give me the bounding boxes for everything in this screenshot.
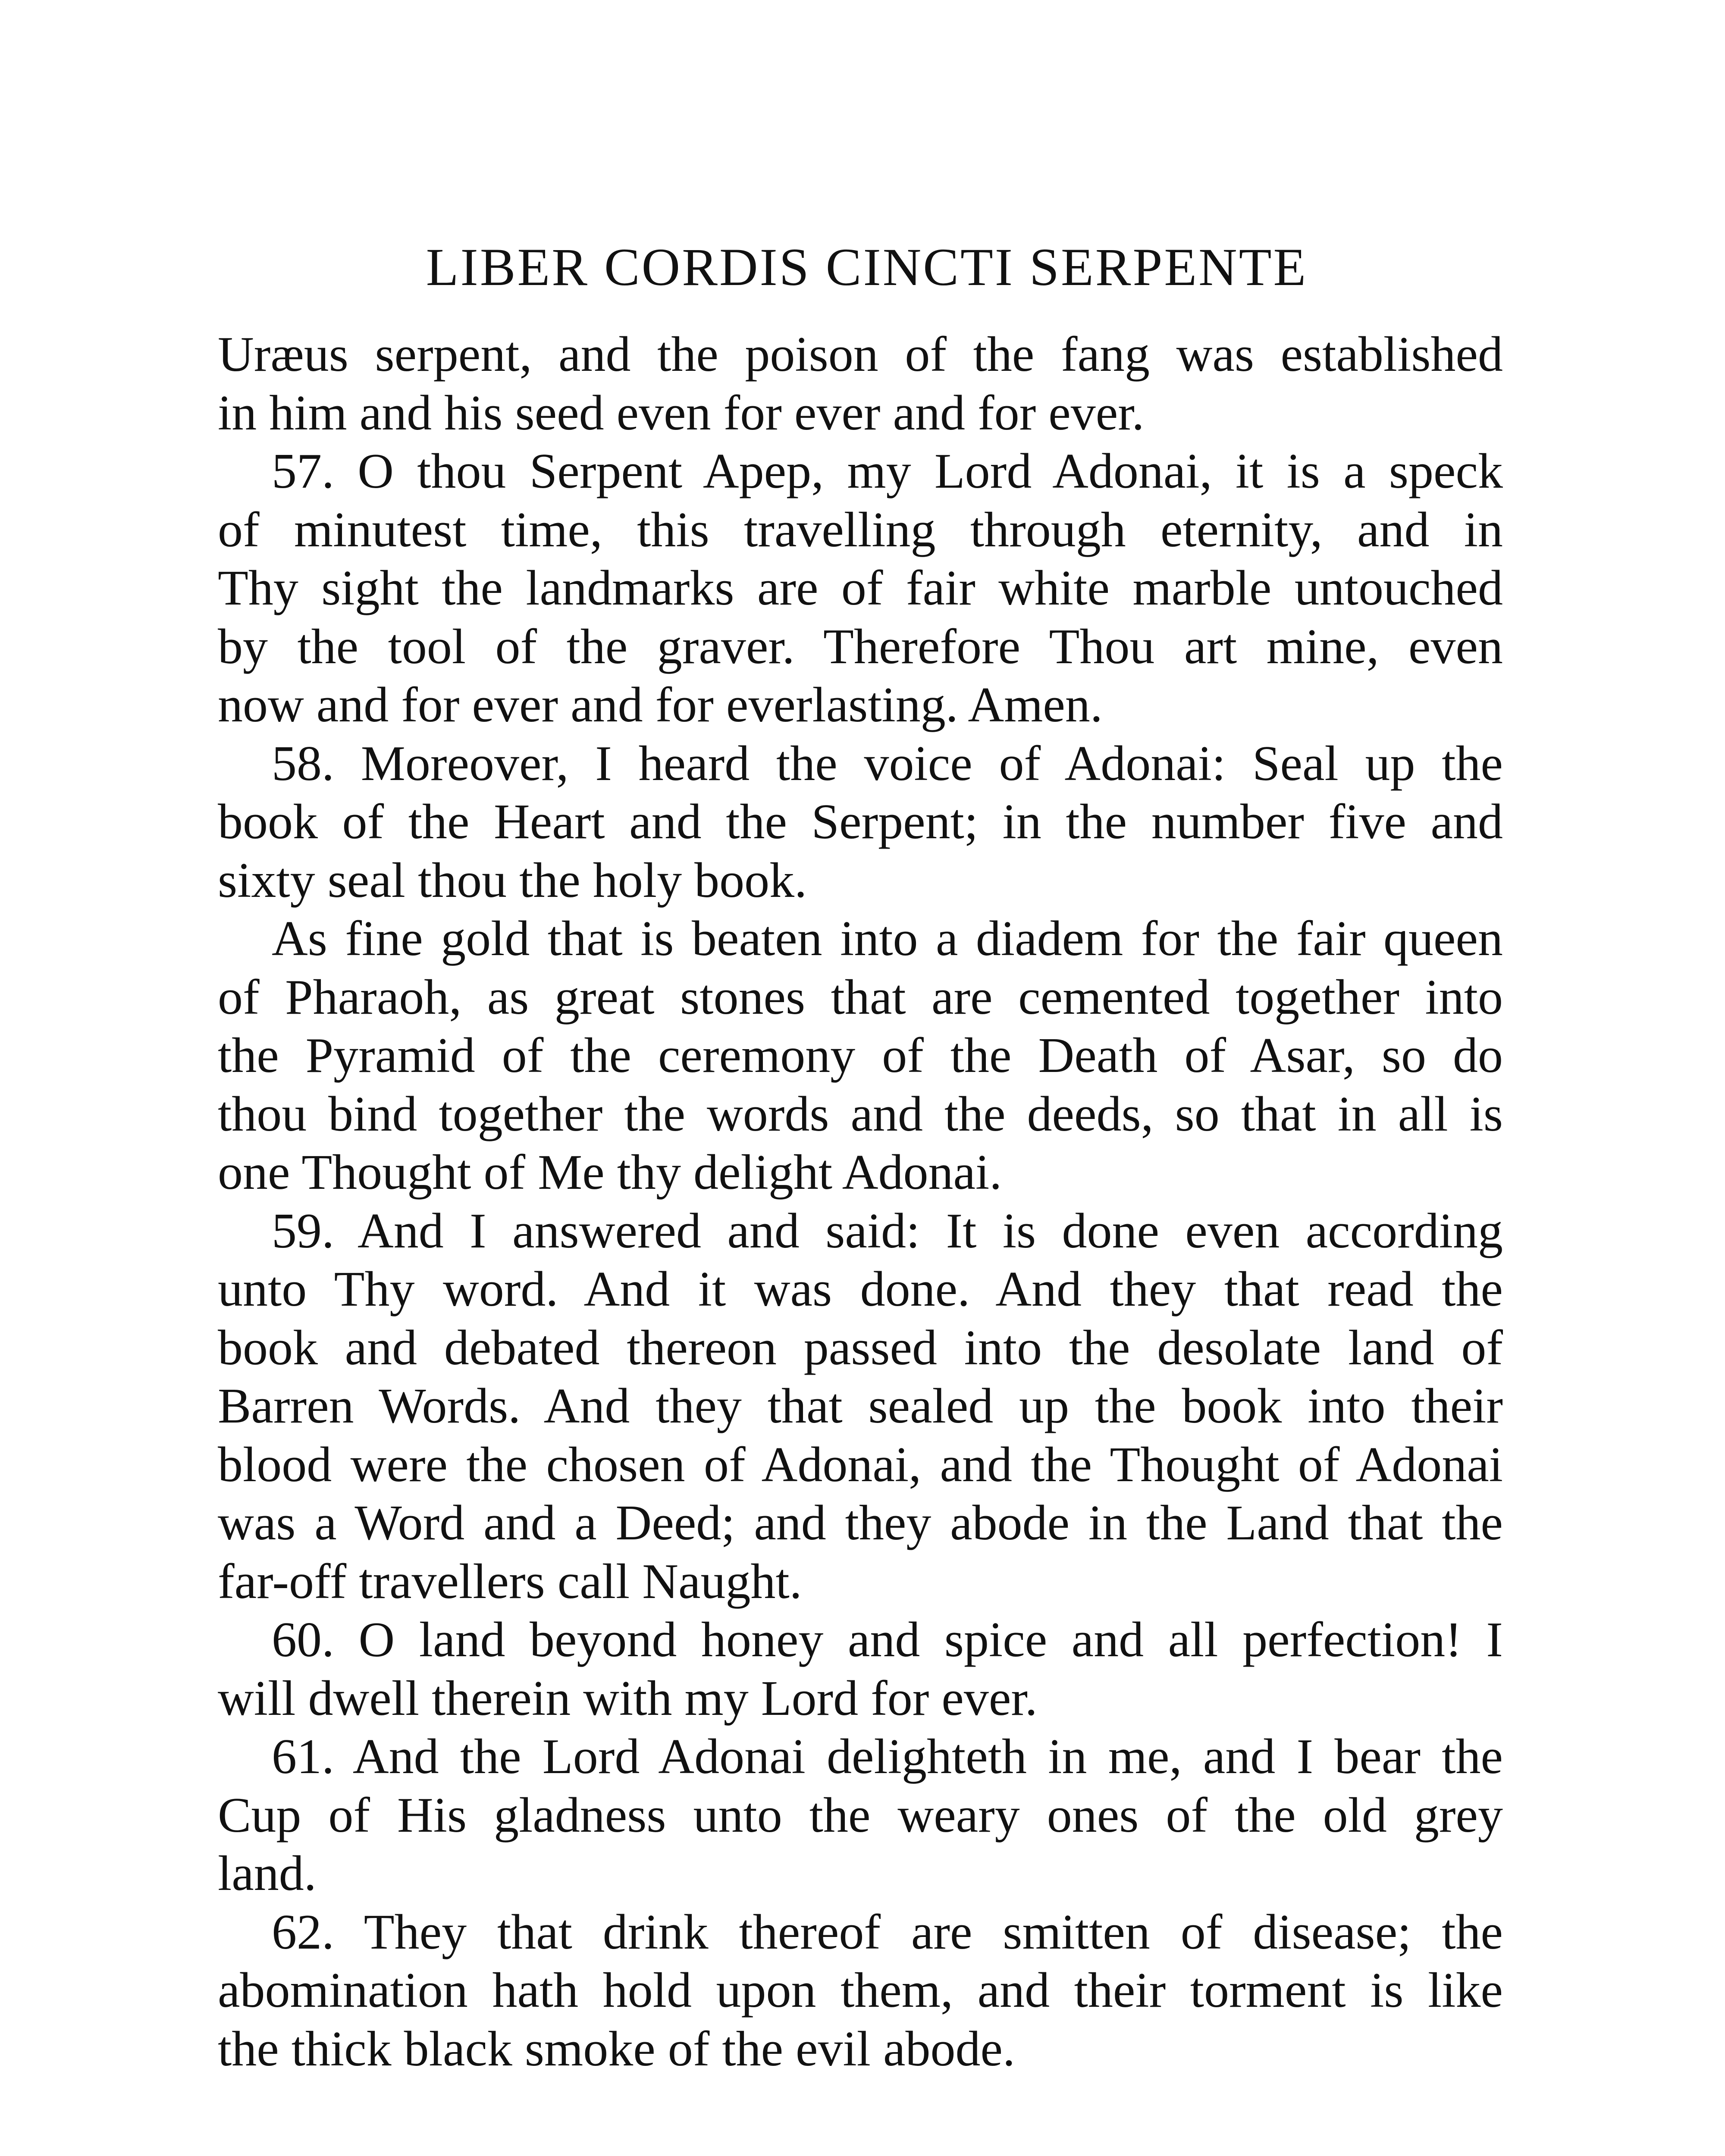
- text-line: unto Thy word. And it was done. And they that read the: [218, 1262, 1503, 1317]
- text-line: 57. O thou Serpent Apep, my Lord Adonai, it is a speck: [272, 444, 1503, 499]
- verse-60: [218, 1611, 1503, 1728]
- text-line: sixty seal thou the holy book.: [218, 852, 807, 908]
- text-line: in him and his seed even for ever and for ever.: [218, 385, 1145, 441]
- text-line: thou bind together the words and the deeds, so that in all is: [218, 1086, 1503, 1142]
- text-line: one Thought of Me thy delight Adonai.: [218, 1145, 1002, 1200]
- text-line: 58. Moreover, I heard the voice of Adonai: Seal up the: [272, 736, 1503, 791]
- text-line: the thick black smoke of the evil abode.: [218, 2021, 1015, 2077]
- text-line: far-off travellers call Naught.: [218, 1554, 802, 1609]
- text-line: of Pharaoh, as great stones that are cemented together into: [218, 969, 1503, 1025]
- verse-58-continuation: [218, 910, 1503, 1202]
- text-line: As fine gold that is beaten into a diadem for the fair queen: [272, 911, 1503, 966]
- text-line: the Pyramid of the ceremony of the Death of Asar, so do: [218, 1028, 1503, 1083]
- text-line: blood were the chosen of Adonai, and the Thought of Adonai: [218, 1437, 1503, 1492]
- text-line: by the tool of the graver. Therefore Thou art mine, even: [218, 619, 1503, 674]
- text-line: 60. O land beyond honey and spice and all perfection! I: [272, 1612, 1503, 1667]
- text-line: Thy sight the landmarks are of fair white marble untouched: [218, 561, 1503, 616]
- verse-57: [218, 442, 1503, 735]
- verse-58: [218, 735, 1503, 910]
- text-line: will dwell therein with my Lord for ever.: [218, 1670, 1038, 1726]
- paragraph-continuation: [218, 326, 1503, 442]
- verse-61: [218, 1728, 1503, 1903]
- text-line: Barren Words. And they that sealed up the book into their: [218, 1379, 1503, 1434]
- text-line: 62. They that drink thereof are smitten of disease; the: [272, 1904, 1503, 1960]
- text-line: now and for ever and for everlasting. Amen.: [218, 677, 1103, 733]
- body-text: [218, 326, 1503, 2078]
- running-head: LIBER CORDIS CINCTI SERPENTE: [426, 238, 1308, 297]
- text-line: 61. And the Lord Adonai delighteth in me, and I bear the: [272, 1729, 1503, 1784]
- text-line: book and debated thereon passed into the desolate land of: [218, 1320, 1503, 1376]
- text-line: abomination hath hold upon them, and their torment is like: [218, 1963, 1503, 2018]
- text-line: of minutest time, this travelling through eternity, and in: [218, 502, 1503, 558]
- text-line: Uræus serpent, and the poison of the fang was established: [218, 327, 1503, 382]
- text-line: land.: [218, 1846, 317, 1901]
- text-line: Cup of His gladness unto the weary ones of the old grey: [218, 1787, 1503, 1843]
- text-line: was a Word and a Deed; and they abode in the Land that the: [218, 1495, 1503, 1551]
- verse-62: [218, 1903, 1503, 2079]
- verse-59: [218, 1202, 1503, 1611]
- text-line: book of the Heart and the Serpent; in the number five and: [218, 794, 1503, 849]
- text-line: 59. And I answered and said: It is done even according: [272, 1203, 1503, 1259]
